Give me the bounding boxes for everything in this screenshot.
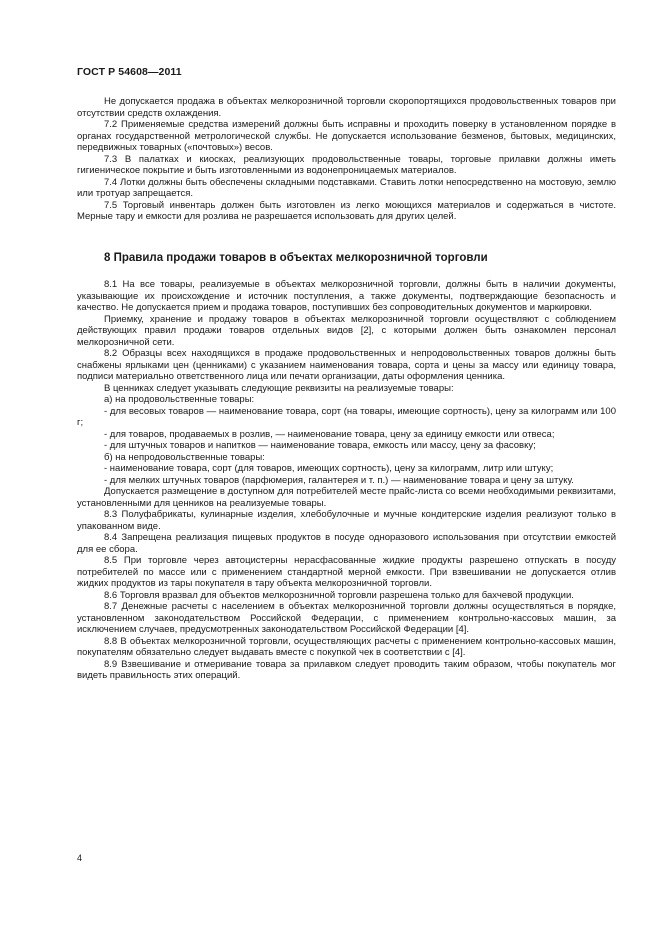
page-number: 4 (77, 853, 83, 863)
paragraph: 8.1 На все товары, реализуемые в объектах мелкорозничной торговли, должны быть в наличии документы, указывающие их происхождение и источник поступления, а также документы, подтверждающие безопасность и качество. Не допускается прием и продажа товаров, поступивших без сопроводительных документов и маркировки. (77, 279, 616, 313)
section-heading: 8 Правила продажи товаров в объектах мелкорозничной торговли (104, 252, 488, 264)
document-header: ГОСТ Р 54608—2011 (77, 66, 182, 78)
paragraph: - наименование товара, сорт (для товаров, имеющих сортность), цену за килограмм, литр или штуку; (104, 463, 554, 474)
paragraph: 8.2 Образцы всех находящихся в продаже продовольственных и непродовольственных товаров должны быть снабжены ярлыками цен (ценниками) с указанием наименования товара, сорта и цены за массу или единицу товара, подписи материально ответственного лица или печати организации, даты оформления ценника. (77, 348, 616, 382)
paragraph: - для товаров, продаваемых в розлив, — наименование товара, цену за единицу емкости или отвеса; (104, 428, 555, 440)
paragraph: - для штучных товаров и напитков — наименование товара, емкость или массу, цену за фасовку; (104, 440, 536, 451)
paragraph: Приемку, хранение и продажу товаров в объектах мелкорозничной торговли осуществляют с соблюдением действующих правил продажи товаров отдельных видов [2], с которыми должен быть ознакомлен персонал мелкорозничной сети. (77, 313, 616, 348)
section-paragraphs (77, 279, 616, 682)
paragraph: 8.7 Денежные расчеты с населением в объектах мелкорозничной торговли должны осуществляться в порядке, установленном законодательством Российской Федерации, с применением контрольно-кассовых машин, за исключением случаев, предусмотренных законодательством Российской Федерации [4]. (77, 601, 616, 635)
paragraph: Допускается размещение в доступном для потребителей месте прайс-листа со всеми необходимыми реквизитами, установленными для ценников на реализуемые товары. (77, 486, 616, 509)
paragraph: 8.6 Торговля вразвал для объектов мелкорозничной торговли разрешена только для бахчевой продукции. (104, 589, 574, 601)
paragraph: 7.2 Применяемые средства измерений должны быть исправны и проходить поверку в установленном порядке в органах государственной метрологической службы. Не допускается использование безменов, бытовых, медицинских, передвижных товарных («почтовых») весов. (77, 119, 616, 153)
paragraph: Не допускается продажа в объектах мелкорозничной торговли скоропортящихся продовольственных товаров при отсутствии средств охлаждения. (77, 96, 616, 119)
paragraph: - для весовых товаров — наименование товара, сорт (на товары, имеющие сортность), цену за килограмм или 100 г; (77, 405, 616, 428)
paragraph: 8.4 Запрещена реализация пищевых продуктов в посуде одноразового использования при отсутствии емкостей для ее сбора. (77, 532, 616, 555)
paragraph: 7.3 В палатках и киосках, реализующих продовольственные товары, торговые прилавки должны иметь гигиеническое покрытие и быть изготовленными из водонепроницаемых материалов. (77, 153, 616, 176)
paragraph: 8.9 Взвешивание и отмеривание товара за прилавком следует проводить таким образом, чтобы покупатель мог видеть правильность этих операций. (77, 658, 616, 681)
paragraph: а) на продовольственные товары: (104, 394, 255, 405)
paragraph: б) на непродовольственные товары: (104, 451, 265, 463)
top-paragraphs (77, 96, 616, 223)
paragraph: 7.4 Лотки должны быть обеспечены складными подставками. Ставить лотки непосредственно на мостовую, землю или тротуар запрещается. (77, 176, 616, 199)
paragraph: В ценниках следует указывать следующие реквизиты на реализуемые товары: (104, 382, 454, 394)
paragraph: - для мелких штучных товаров (парфюмерия, галантерея и т. п.) — наименование товара и цену за штуку. (104, 474, 574, 486)
paragraph: 8.5 При торговле через автоцистерны нерасфасованные жидкие продукты разрешено отпускать в посуду потребителей по массе или с применением стандартной мерной емкости. При взвешивании не допускается отлив жидких продуктов из тары покупателя в тару объекта мелкорозничной торговли. (77, 555, 616, 589)
paragraph: 8.8 В объектах мелкорозничной торговли, осуществляющих расчеты с применением контрольно-кассовых машин, покупателям обязательно следует выдавать вместе с покупкой чек в соответствии с [4]. (77, 635, 616, 658)
paragraph: 8.3 Полуфабрикаты, кулинарные изделия, хлебобулочные и мучные кондитерские изделия реализуют только в упакованном виде. (77, 509, 616, 532)
paragraph: 7.5 Торговый инвентарь должен быть изготовлен из легко моющихся материалов и содержаться в чистоте. Мерные тару и емкости для розлива не разрешается использовать для других целей. (77, 199, 616, 222)
